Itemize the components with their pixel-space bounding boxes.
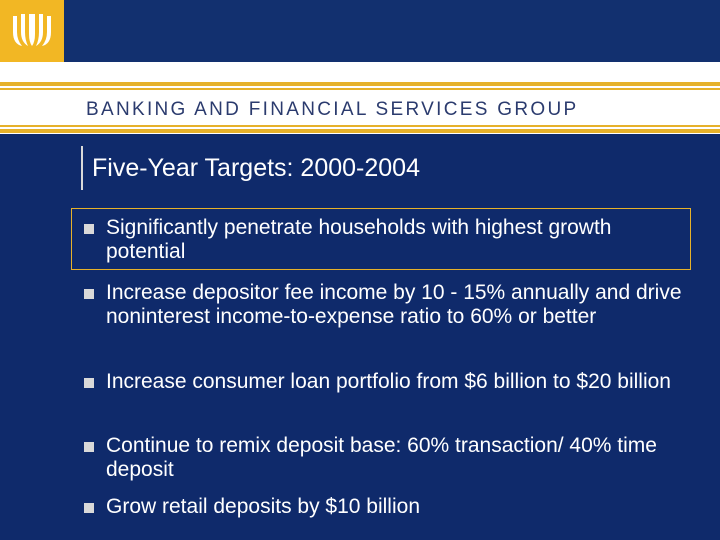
bullet-square-icon xyxy=(84,289,94,299)
bullet-square-icon xyxy=(84,378,94,388)
bullet-square-icon xyxy=(84,442,94,452)
company-logo xyxy=(0,0,64,62)
bullet-text: Grow retail deposits by $10 billion xyxy=(106,495,420,518)
gold-stripe xyxy=(0,129,720,133)
bullet-text: Increase consumer loan portfolio from $6 billion to $20 billion xyxy=(106,370,671,393)
group-title: BANKING AND FINANCIAL SERVICES GROUP xyxy=(86,99,579,120)
bullet-text: Increase depositor fee income by 10 - 15% annually and drive noninterest income-to-expense ratio to 60% or better xyxy=(106,281,682,328)
header-banner xyxy=(0,62,720,134)
slide-title: Five-Year Targets: 2000-2004 xyxy=(92,154,420,182)
gold-stripe xyxy=(0,88,720,90)
bullet-text: Continue to remix deposit base: 60% transaction/ 40% time deposit xyxy=(106,434,657,481)
bullet-square-icon xyxy=(84,503,94,513)
gold-stripe xyxy=(0,82,720,86)
gold-stripe xyxy=(0,125,720,127)
bullet-square-icon xyxy=(84,224,94,234)
top-band xyxy=(0,0,720,62)
bullet-text: Significantly penetrate households with highest growth potential xyxy=(106,216,612,263)
logo-mark-icon xyxy=(10,12,54,50)
title-divider xyxy=(81,146,83,190)
